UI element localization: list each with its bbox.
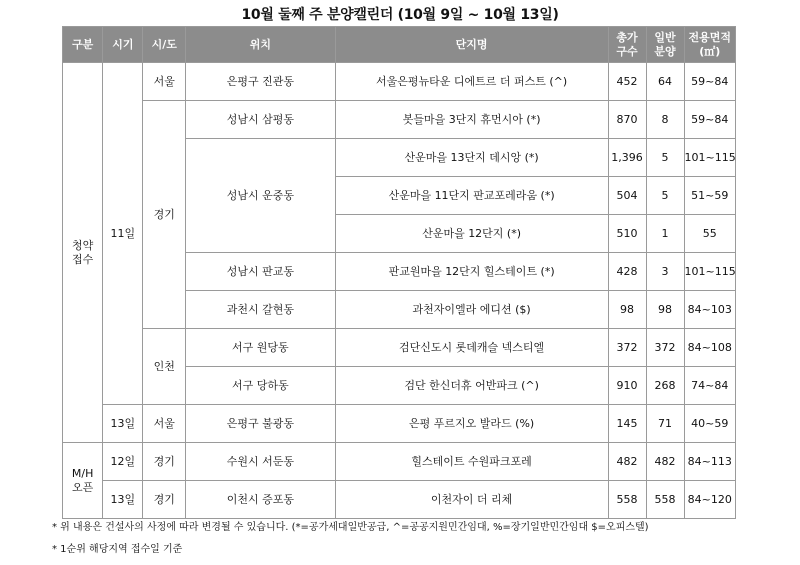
general-units-cell: 372 (646, 329, 684, 367)
general-units-cell: 558 (646, 481, 684, 519)
header-region: 시/도 (143, 27, 185, 63)
location-cell: 이천시 증포동 (185, 481, 335, 519)
time-cell: 11일 (103, 63, 143, 405)
complex-cell: 산운마을 11단지 판교포레라움 (*) (335, 177, 608, 215)
general-units-cell: 8 (646, 101, 684, 139)
category-mh-open: M/H 오픈 (63, 443, 103, 519)
header-category: 구분 (63, 27, 103, 63)
area-cell: 84~108 (684, 329, 736, 367)
area-cell: 74~84 (684, 367, 736, 405)
general-units-cell: 482 (646, 443, 684, 481)
area-cell: 51~59 (684, 177, 736, 215)
total-units-cell: 372 (608, 329, 646, 367)
complex-cell: 봇들마을 3단지 휴먼시아 (*) (335, 101, 608, 139)
location-cell: 서구 원당동 (185, 329, 335, 367)
area-cell: 84~103 (684, 291, 736, 329)
general-units-cell: 5 (646, 177, 684, 215)
total-units-cell: 452 (608, 63, 646, 101)
region-cell: 경기 (143, 481, 185, 519)
location-cell: 성남시 삼평동 (185, 101, 335, 139)
region-cell: 경기 (143, 443, 185, 481)
complex-cell: 은평 푸르지오 발라드 (%) (335, 405, 608, 443)
area-cell: 101~115 (684, 253, 736, 291)
header-area: 전용면적 (㎡) (684, 27, 736, 63)
location-cell: 성남시 판교동 (185, 253, 335, 291)
total-units-cell: 510 (608, 215, 646, 253)
complex-cell: 이천자이 더 리체 (335, 481, 608, 519)
total-units-cell: 145 (608, 405, 646, 443)
location-cell: 은평구 진관동 (185, 63, 335, 101)
general-units-cell: 71 (646, 405, 684, 443)
schedule-table (62, 26, 736, 519)
category-subscription: 청약 접수 (63, 63, 103, 443)
header-total-units: 총가 구수 (608, 27, 646, 63)
general-units-cell: 3 (646, 253, 684, 291)
header-complex: 단지명 (335, 27, 608, 63)
table-row (63, 481, 736, 519)
location-cell: 수원시 서둔동 (185, 443, 335, 481)
table-row (63, 329, 736, 367)
complex-cell: 산운마을 13단지 데시앙 (*) (335, 139, 608, 177)
region-cell: 경기 (143, 101, 185, 329)
table-row (63, 101, 736, 139)
footnotes (52, 521, 649, 565)
footnote-change-notice: * 위 내용은 건설사의 사정에 따라 변경될 수 있습니다. (*=공가세대일반공급, ^=공공지원민간임대, %=장기일반민간임대 $=오피스텔) (52, 522, 649, 533)
general-units-cell: 1 (646, 215, 684, 253)
area-cell: 40~59 (684, 405, 736, 443)
complex-cell: 산운마을 12단지 (*) (335, 215, 608, 253)
location-cell: 은평구 불광동 (185, 405, 335, 443)
header-location: 위치 (185, 27, 335, 63)
area-cell: 59~84 (684, 101, 736, 139)
location-cell: 과천시 갈현동 (185, 291, 335, 329)
time-cell: 13일 (103, 481, 143, 519)
total-units-cell: 482 (608, 443, 646, 481)
total-units-cell: 1,396 (608, 139, 646, 177)
total-units-cell: 98 (608, 291, 646, 329)
time-cell: 13일 (103, 405, 143, 443)
region-cell: 서울 (143, 63, 185, 101)
total-units-cell: 870 (608, 101, 646, 139)
location-cell: 성남시 운중동 (185, 139, 335, 253)
time-cell: 12일 (103, 443, 143, 481)
area-cell: 101~115 (684, 139, 736, 177)
table-row (63, 443, 736, 481)
page-title: 10월 둘째 주 분양캘린더 (10월 9일 ~ 10월 13일) (241, 7, 559, 23)
complex-cell: 판교원마을 12단지 힐스테이트 (*) (335, 253, 608, 291)
header-time: 시기 (103, 27, 143, 63)
area-cell: 55 (684, 215, 736, 253)
general-units-cell: 98 (646, 291, 684, 329)
location-cell: 서구 당하동 (185, 367, 335, 405)
general-units-cell: 5 (646, 139, 684, 177)
table-row (63, 405, 736, 443)
area-cell: 84~113 (684, 443, 736, 481)
total-units-cell: 910 (608, 367, 646, 405)
header-general-units: 일반 분양 (646, 27, 684, 63)
complex-cell: 검단신도시 롯데캐슬 넥스티엘 (335, 329, 608, 367)
general-units-cell: 268 (646, 367, 684, 405)
total-units-cell: 428 (608, 253, 646, 291)
footnote-basis: * 1순위 해당지역 접수일 기준 (52, 544, 183, 555)
total-units-cell: 504 (608, 177, 646, 215)
area-cell: 84~120 (684, 481, 736, 519)
region-cell: 인천 (143, 329, 185, 405)
complex-cell: 과천자이엘라 에디션 ($) (335, 291, 608, 329)
table-header-row (63, 27, 736, 63)
complex-cell: 서울은평뉴타운 디에트르 더 퍼스트 (^) (335, 63, 608, 101)
area-cell: 59~84 (684, 63, 736, 101)
general-units-cell: 64 (646, 63, 684, 101)
table-row (63, 63, 736, 101)
complex-cell: 힐스테이트 수원파크포레 (335, 443, 608, 481)
total-units-cell: 558 (608, 481, 646, 519)
region-cell: 서울 (143, 405, 185, 443)
complex-cell: 검단 한신더휴 어반파크 (^) (335, 367, 608, 405)
